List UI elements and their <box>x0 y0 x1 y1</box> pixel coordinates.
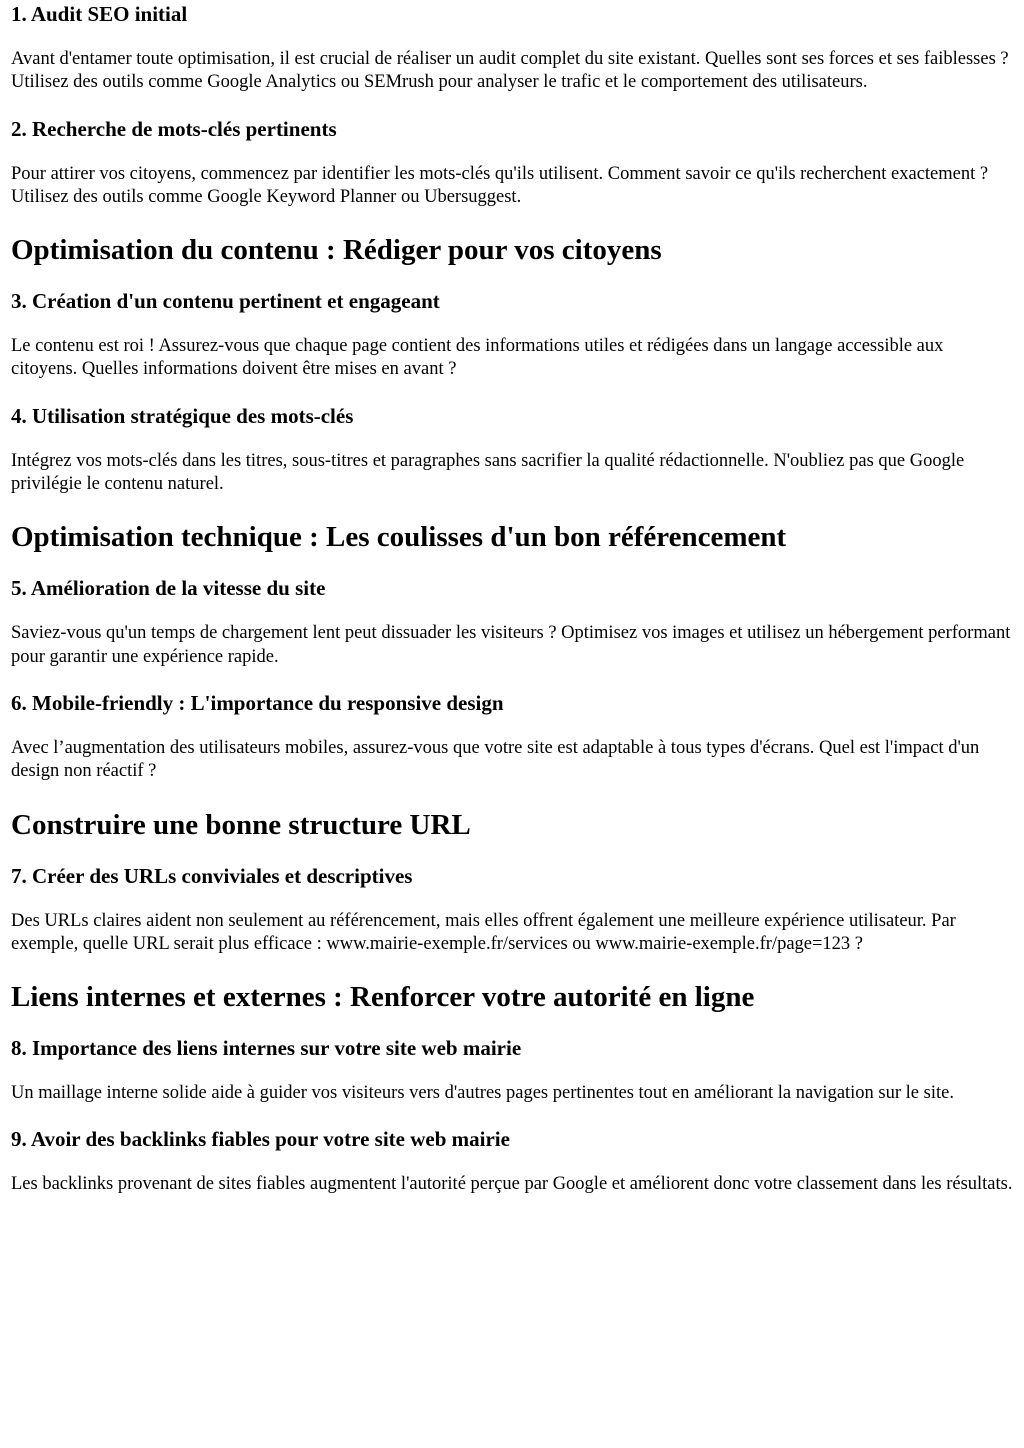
heading-keyword-research: 2. Recherche de mots-clés pertinents <box>11 116 337 141</box>
heading-internal-links: 8. Importance des liens internes sur votre site web mairie <box>11 1036 522 1061</box>
paragraph-internal-links: Un maillage interne solide aide à guider vos visiteurs vers d'autres pages pertinentes tout en améliorant la navigation sur le site. <box>11 1083 954 1104</box>
section-title-links: Liens internes et externes : Renforcer votre autorité en ligne <box>11 981 755 1014</box>
heading-audit-seo: 1. Audit SEO initial <box>11 2 188 26</box>
heading-relevant-content: 3. Création d'un contenu pertinent et engageant <box>11 289 440 314</box>
paragraph-mobile-friendly: Avec l’augmentation des utilisateurs mobiles, assurez-vous que votre site est adaptable à tous types d'écrans. Quel est l'impact d'un design non réactif ? <box>11 737 980 782</box>
heading-site-speed: 5. Amélioration de la vitesse du site <box>11 576 326 601</box>
heading-mobile-friendly: 6. Mobile-friendly : L'importance du responsive design <box>11 690 504 715</box>
article-body <box>0 2 1024 1197</box>
heading-keyword-strategy: 4. Utilisation stratégique des mots-clés <box>11 403 354 428</box>
section-title-technical-optimization: Optimisation technique : Les coulisses d'un bon référencement <box>11 521 787 554</box>
heading-backlinks: 9. Avoir des backlinks fiables pour votre site web mairie <box>11 1127 510 1152</box>
heading-friendly-urls: 7. Créer des URLs conviviales et descriptives <box>11 863 413 888</box>
section-title-content-optimization: Optimisation du contenu : Rédiger pour vos citoyens <box>11 234 662 267</box>
section-title-url-structure: Construire une bonne structure URL <box>11 808 471 841</box>
paragraph-relevant-content: Le contenu est roi ! Assurez-vous que chaque page contient des informations utiles et rédigées dans un langage accessible aux citoyens. Quelles informations doivent être mises en avant ? <box>11 336 944 380</box>
paragraph-keyword-research: Pour attirer vos citoyens, commencez par identifier les mots-clés qu'ils utilisent. Comment savoir ce qu'ils recherchent exactement ? Utilisez des outils comme Google Keyword Planner ou Ubersuggest. <box>11 163 989 207</box>
paragraph-friendly-urls: Des URLs claires aident non seulement au référencement, mais elles offrent également une meilleure expérience utilisateur. Par exemple, quelle URL serait plus efficace : www.mairie-exemple.fr/services ou www.mairie-exemple.fr/page=123 ? <box>11 910 956 954</box>
paragraph-keyword-strategy: Intégrez vos mots-clés dans les titres, sous-titres et paragraphes sans sacrifier la qualité rédactionnelle. N'oubliez pas que Google privilégie le contenu naturel. <box>11 450 965 495</box>
paragraph-backlinks: Les backlinks provenant de sites fiables augmentent l'autorité perçue par Google et améliorent donc votre classement dans les résultats. <box>11 1174 1013 1195</box>
paragraph-site-speed: Saviez-vous qu'un temps de chargement lent peut dissuader les visiteurs ? Optimisez vos images et utilisez un hébergement performant pour garantir une expérience rapide. <box>11 623 1011 667</box>
paragraph-audit-seo: Avant d'entamer toute optimisation, il est crucial de réaliser un audit complet du site existant. Quelles sont ses forces et ses faiblesses ? Utilisez des outils comme Google Analytics ou SEMrush pour analyser le trafic et le comportement des utilisateurs. <box>11 49 1009 93</box>
